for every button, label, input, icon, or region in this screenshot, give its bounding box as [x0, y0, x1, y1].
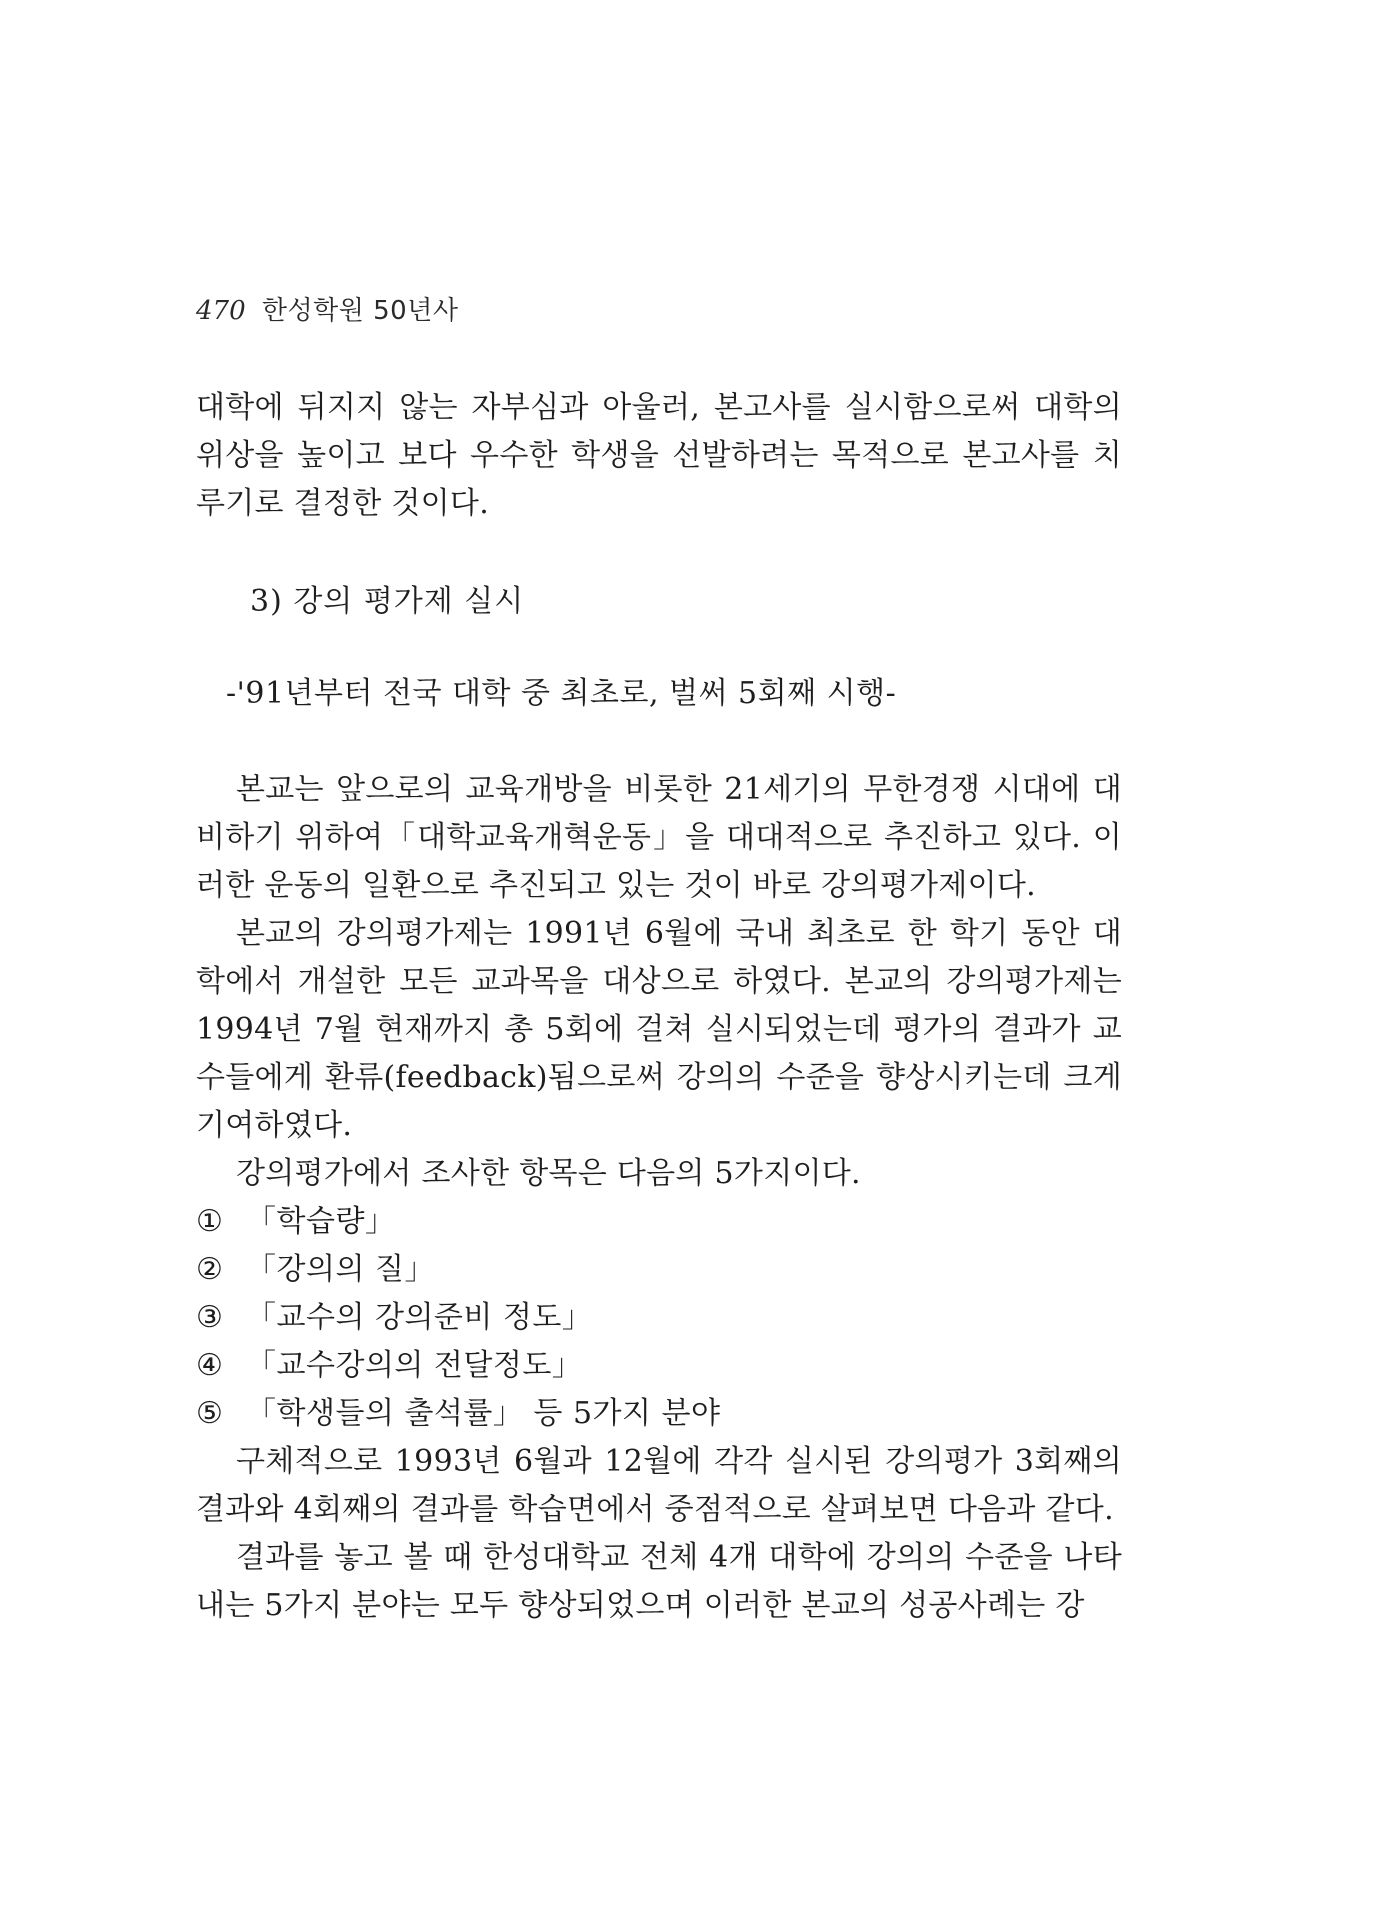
- list-number: ③: [196, 1300, 224, 1335]
- list-number: ④: [196, 1348, 224, 1383]
- list-item: [196, 1390, 1122, 1438]
- running-head: [196, 290, 458, 327]
- list-number: ⑤: [196, 1396, 224, 1431]
- list-item: [196, 1246, 1122, 1294]
- list-number: ①: [196, 1204, 224, 1239]
- list-text: 「학생들의 출석률」 등 5가지 분야: [246, 1396, 721, 1431]
- list-text: 「학습량」: [246, 1204, 396, 1239]
- survey-items-list: [196, 1198, 1122, 1438]
- list-item: [196, 1342, 1122, 1390]
- section-heading: 3) 강의 평가제 실시: [250, 584, 525, 619]
- list-text: 「교수강의의 전달정도」: [246, 1348, 583, 1383]
- list-number: ②: [196, 1252, 224, 1287]
- section-body: [196, 766, 1122, 1630]
- paragraph-reform-movement: 본교는 앞으로의 교육개방을 비롯한 21세기의 무한경쟁 시대에 대비하기 위하여「대학교육개혁운동」을 대대적으로 추진하고 있다. 이러한 운동의 일환으로 추진되고 있는 것이 바로 강의평가제이다.: [196, 772, 1122, 903]
- section-subtitle: -'91년부터 전국 대학 중 최초로, 벌써 5회째 시행-: [226, 676, 897, 711]
- paragraph-survey-items-intro: 강의평가에서 조사한 항목은 다음의 5가지이다.: [236, 1156, 861, 1191]
- list-text: 「강의의 질」: [246, 1252, 435, 1287]
- list-item: [196, 1294, 1122, 1342]
- book-title: 한성학원 50년사: [261, 296, 459, 326]
- page-number: 470: [196, 296, 246, 326]
- list-item: [196, 1198, 1122, 1246]
- paragraph-results-intro: 구체적으로 1993년 6월과 12월에 각각 실시된 강의평가 3회째의 결과와 4회째의 결과를 학습면에서 중점적으로 살펴보면 다음과 같다.: [196, 1444, 1122, 1527]
- paragraph-results: 결과를 놓고 볼 때 한성대학교 전체 4개 대학에 강의의 수준을 나타내는 5가지 분야는 모두 향상되었으며 이러한 본교의 성공사례는 강: [196, 1540, 1122, 1623]
- paragraph-evaluation-history: 본교의 강의평가제는 1991년 6월에 국내 최초로 한 학기 동안 대학에서 개설한 모든 교과목을 대상으로 하였다. 본교의 강의평가제는 1994년 7월 현재까지 총 5회에 걸쳐 실시되었는데 평가의 결과가 교수들에게 환류(feedback)됨으로써 강의의 수준을 향상시키는데 크게 기여하였다.: [196, 916, 1122, 1143]
- list-text: 「교수의 강의준비 정도」: [246, 1300, 593, 1335]
- paragraph-continued: 대학에 뒤지지 않는 자부심과 아울러, 본고사를 실시함으로써 대학의 위상을 높이고 보다 우수한 학생을 선발하려는 목적으로 본고사를 치루기로 결정한 것이다.: [196, 390, 1122, 521]
